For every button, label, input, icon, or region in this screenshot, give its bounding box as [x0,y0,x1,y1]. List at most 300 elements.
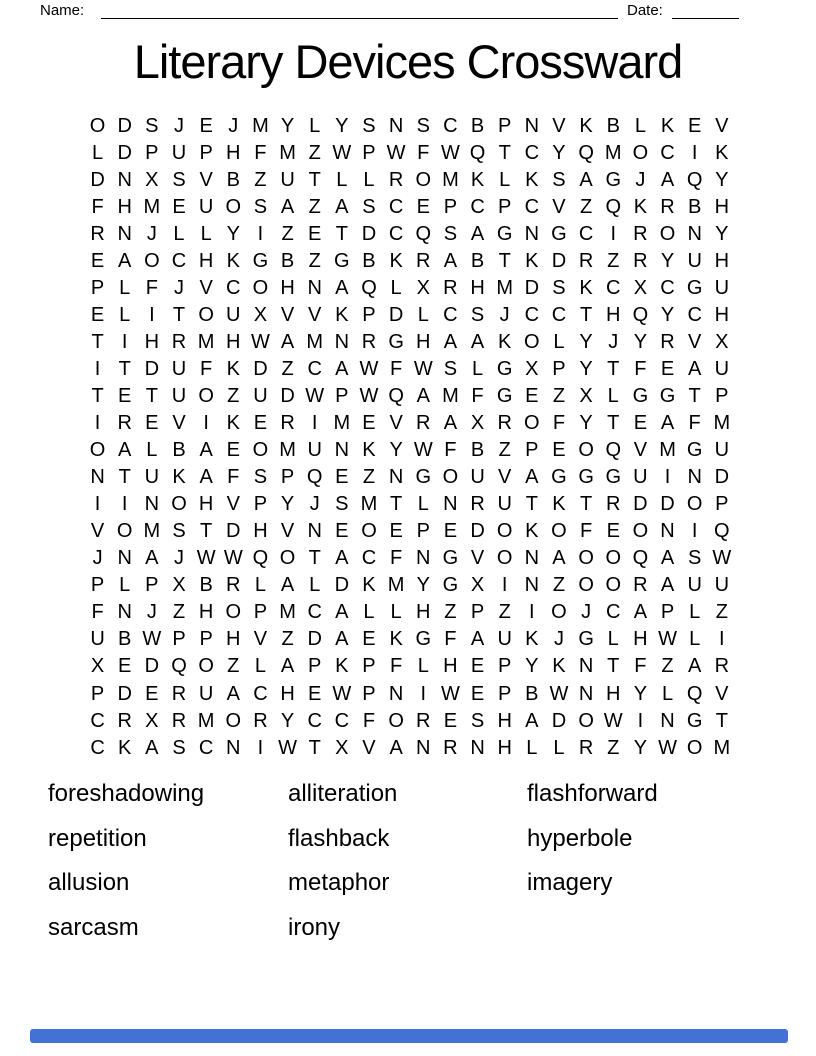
grid-letter: I [529,601,535,624]
grid-letter: C [524,195,540,218]
grid-letter: I [94,357,101,380]
grid-letter: R [253,709,268,732]
grid-letter: H [198,493,214,516]
grid-letter: L [363,601,375,624]
grid-letter: Z [444,601,457,624]
grid-letter: Y [280,114,295,137]
grid-letter: O [524,330,540,353]
grid-letter: Y [579,357,593,380]
grid-letter: A [660,168,675,191]
grid-letter: S [172,168,186,191]
grid-letter: K [579,114,593,137]
grid-letter: V [498,466,512,489]
word-bank-item: metaphor [288,869,390,896]
grid-letter: G [496,222,513,245]
grid-letter: M [496,276,514,299]
grid-letter: O [605,547,622,570]
grid-letter: G [632,384,649,407]
grid-letter: L [471,357,484,380]
grid-letter: D [388,303,404,326]
grid-letter: A [280,195,295,218]
grid-letter: G [442,547,459,570]
grid-letter: O [279,547,296,570]
grid-letter: C [307,601,322,624]
grid-letter: A [199,466,213,489]
footer-accent-bar [30,1029,788,1043]
grid-letter: A [335,547,349,570]
grid-letter: C [578,222,594,245]
grid-letter: R [171,330,187,353]
grid-letter: V [280,520,295,543]
grid-letter: Q [306,466,323,489]
grid-letter: L [363,168,375,191]
grid-letter: I [691,141,698,164]
grid-letter: L [499,168,511,191]
grid-letter: P [470,601,485,624]
grid-letter: K [335,303,349,326]
grid-letter: T [579,493,593,516]
grid-letter: A [470,222,485,245]
grid-letter: A [335,357,349,380]
grid-letter: A [525,709,539,732]
grid-letter: X [335,736,349,759]
grid-letter: W [440,682,460,705]
grid-letter: E [470,682,485,705]
grid-letter: S [172,736,186,759]
grid-letter: L [417,655,429,678]
grid-letter: G [686,709,703,732]
grid-letter: K [660,114,675,137]
grid-letter: D [117,141,132,164]
grid-letter: N [117,222,132,245]
grid-letter: G [551,222,567,245]
grid-letter: C [470,195,485,218]
grid-letter: F [390,547,403,570]
grid-letter: R [633,249,648,272]
grid-letter: P [145,141,159,164]
grid-letter: A [335,628,349,651]
grid-letter: F [200,357,213,380]
grid-letter: O [415,168,432,191]
grid-letter: E [389,520,403,543]
grid-letter: B [226,168,240,191]
grid-letter: Y [579,412,593,435]
grid-letter: O [198,384,214,407]
grid-letter: U [253,384,268,407]
grid-letter: Z [281,628,294,651]
grid-letter: X [470,574,485,597]
grid-letter: G [578,628,594,651]
grid-letter: D [361,222,377,245]
grid-letter: E [145,682,159,705]
grid-letter: H [606,303,621,326]
grid-letter: I [257,736,264,759]
grid-letter: O [551,601,567,624]
grid-letter: E [172,195,186,218]
grid-letter: C [90,709,105,732]
grid-letter: D [226,520,241,543]
grid-letter: X [145,709,159,732]
grid-letter: P [715,384,729,407]
grid-letter: W [413,439,433,462]
grid-letter: A [280,574,295,597]
grid-letter: S [470,303,485,326]
grid-letter: P [498,682,512,705]
grid-letter: A [443,412,458,435]
grid-letter: S [362,195,376,218]
grid-letter: C [443,114,458,137]
grid-letter: H [714,249,730,272]
word-bank-item: allusion [48,869,130,896]
grid-letter: E [470,655,485,678]
grid-letter: D [144,655,160,678]
grid-letter: L [607,628,619,651]
grid-letter: W [196,547,216,570]
grid-letter: K [335,655,349,678]
grid-letter: N [687,222,702,245]
grid-letter: O [578,547,594,570]
grid-letter: L [309,114,321,137]
grid-letter: C [388,222,404,245]
grid-letter: Z [227,655,240,678]
grid-letter: T [335,222,348,245]
grid-letter: A [660,547,675,570]
grid-letter: Y [715,222,729,245]
grid-letter: P [253,601,268,624]
grid-letter: C [687,303,702,326]
grid-letter: Y [579,330,593,353]
grid-letter: M [659,439,676,462]
grid-letter: K [389,628,403,651]
grid-letter: O [578,709,594,732]
grid-letter: G [388,330,404,353]
grid-letter: O [442,466,459,489]
grid-letter: Z [498,601,511,624]
grid-letter: G [605,168,622,191]
grid-letter: L [689,601,701,624]
grid-letter: V [253,628,268,651]
grid-letter: N [524,574,540,597]
grid-letter: J [146,222,157,245]
grid-letter: Y [633,682,648,705]
grid-letter: E [90,303,105,326]
grid-letter: H [497,736,512,759]
grid-letter: Y [660,249,675,272]
grid-letter: J [92,547,103,570]
grid-letter: D [90,168,105,191]
grid-letter: M [197,709,215,732]
grid-letter: A [280,330,295,353]
grid-letter: X [633,276,648,299]
grid-letter: E [335,466,349,489]
grid-letter: C [253,682,268,705]
grid-letter: L [390,276,402,299]
grid-letter: D [253,357,268,380]
grid-letter: K [498,330,512,353]
grid-letter: P [362,655,376,678]
grid-letter: P [443,195,458,218]
grid-letter: D [117,114,132,137]
grid-letter: P [199,628,213,651]
grid-letter: E [362,412,376,435]
grid-letter: W [712,547,732,570]
grid-letter: O [198,303,214,326]
grid-letter: Z [281,222,294,245]
grid-letter: W [658,736,677,759]
grid-letter: U [687,574,702,597]
grid-letter: C [307,709,322,732]
grid-letter: A [633,601,648,624]
grid-letter: F [471,384,484,407]
grid-letter: Y [525,655,539,678]
grid-letter: B [470,249,485,272]
grid-letter: A [443,249,458,272]
grid-letter: I [94,412,101,435]
grid-letter: I [121,330,128,353]
grid-letter: O [252,439,269,462]
grid-letter: H [443,655,458,678]
grid-letter: F [579,520,593,543]
grid-letter: J [499,303,510,326]
grid-letter: Y [552,141,566,164]
grid-letter: Q [469,141,486,164]
word-bank-item: flashback [288,824,390,852]
grid-letter: K [525,168,539,191]
grid-letter: Z [308,249,321,272]
grid-letter: W [250,330,270,353]
grid-letter: F [634,655,647,678]
grid-letter: R [117,709,132,732]
grid-letter: H [198,249,214,272]
grid-letter: W [332,682,352,705]
grid-letter: X [715,330,729,353]
grid-letter: I [610,222,617,245]
grid-letter: A [660,574,675,597]
grid-letter: N [226,736,241,759]
grid-letter: V [633,439,648,462]
grid-letter: S [335,493,349,516]
grid-letter: A [416,384,430,407]
grid-letter: R [416,412,431,435]
grid-letter: A [118,439,132,462]
grid-letter: T [715,709,728,732]
grid-letter: K [226,357,240,380]
grid-letter: C [90,736,105,759]
grid-letter: R [633,222,648,245]
grid-letter: U [226,303,241,326]
grid-letter: Z [498,439,511,462]
grid-letter: N [470,736,485,759]
grid-letter: H [416,330,431,353]
word-bank-item: sarcasm [48,913,139,941]
grid-letter: R [470,493,485,516]
grid-letter: A [335,195,349,218]
grid-letter: T [308,168,321,191]
grid-letter: E [362,628,376,651]
grid-letter: W [278,736,297,759]
grid-letter: P [715,493,729,516]
grid-letter: V [389,412,403,435]
grid-letter: E [118,655,132,678]
grid-letter: L [254,655,266,678]
grid-letter: R [714,655,730,678]
grid-letter: D [633,493,648,516]
grid-letter: A [687,655,702,678]
grid-letter: V [226,493,240,516]
grid-letter: Q [388,384,404,407]
grid-letter: X [416,276,430,299]
grid-letter: A [389,736,403,759]
grid-letter: H [606,682,621,705]
grid-letter: P [335,384,349,407]
grid-letter: I [664,466,671,489]
grid-letter: U [497,628,512,651]
grid-letter: S [416,114,430,137]
grid-letter: A [145,547,159,570]
grid-letter: E [90,249,105,272]
grid-letter: A [118,249,132,272]
grid-letter: K [715,141,729,164]
grid-letter: T [607,357,620,380]
grid-letter: T [688,384,701,407]
grid-letter: L [526,736,538,759]
grid-letter: K [362,439,376,462]
grid-letter: O [116,520,133,543]
grid-letter: J [553,628,564,651]
grid-letter: I [257,222,264,245]
grid-letter: N [307,520,322,543]
grid-letter: A [525,466,539,489]
grid-letter: O [496,547,513,570]
grid-letter: R [443,276,458,299]
grid-letter: N [388,114,404,137]
grid-letter: L [634,114,646,137]
grid-letter: K [118,736,132,759]
grid-letter: X [525,357,539,380]
grid-letter: L [661,682,674,705]
grid-letter: O [361,520,377,543]
grid-letter: G [578,466,594,489]
word-bank-column [288,779,397,957]
grid-letter: P [199,141,213,164]
page-title: Literary Devices Crossward [133,35,683,88]
grid-letter: L [553,330,565,353]
grid-letter: K [552,493,566,516]
grid-letter: N [388,682,404,705]
grid-letter: O [252,276,269,299]
grid-letter: Z [227,384,240,407]
grid-letter: I [719,628,725,651]
grid-letter: R [578,249,594,272]
grid-letter: Q [605,195,622,218]
grid-letter: X [172,574,186,597]
grid-letter: O [686,493,703,516]
grid-letter: T [607,655,620,678]
header-row [0,1,816,21]
grid-letter: J [309,493,320,516]
grid-letter: Q [686,168,703,191]
grid-letter: C [606,601,621,624]
grid-letter: F [444,439,457,462]
grid-letter: B [172,439,186,462]
grid-letter: D [524,276,540,299]
grid-letter: R [280,412,295,435]
grid-letter: E [308,222,322,245]
grid-letter: R [660,330,675,353]
grid-letter: U [90,628,105,651]
grid-letter: K [579,276,593,299]
grid-letter: K [525,628,539,651]
grid-letter: C [226,276,241,299]
grid-letter: V [308,303,322,326]
grid-letter: T [498,249,511,272]
grid-letter: T [91,384,104,407]
grid-letter: I [420,682,427,705]
grid-letter: X [90,655,105,678]
grid-letter: L [119,303,131,326]
grid-letter: F [227,466,240,489]
grid-letter: U [687,249,702,272]
grid-letter: Z [552,574,566,597]
grid-letter: F [91,195,104,218]
word-bank-item: hyperbole [527,824,633,852]
grid-letter: A [145,736,159,759]
grid-letter: O [605,574,622,597]
grid-letter: Z [607,736,620,759]
grid-letter: T [91,330,104,353]
grid-letter: Y [280,493,295,516]
grid-letter: P [362,303,376,326]
grid-letter: M [442,384,459,407]
grid-letter: K [226,249,240,272]
grid-letter: O [524,412,540,435]
grid-letter: G [686,276,703,299]
grid-letter: C [334,709,350,732]
grid-letter: L [336,168,348,191]
grid-letter: A [443,330,458,353]
grid-letter: C [660,141,675,164]
grid-letter: G [415,628,432,651]
grid-letter: B [687,195,702,218]
grid-letter: N [660,709,675,732]
grid-letter: N [416,736,431,759]
grid-letter: X [145,168,159,191]
grid-letter: H [226,330,241,353]
grid-letter: Z [362,466,376,489]
grid-letter: M [333,412,351,435]
grid-letter: R [443,736,458,759]
grid-letter: E [253,412,268,435]
grid-letter: M [442,168,459,191]
grid-letter: W [386,141,406,164]
grid-letter: H [633,628,648,651]
grid-letter: F [552,412,566,435]
grid-letter: A [579,168,593,191]
grid-letter: R [416,709,431,732]
grid-letter: Q [578,141,594,164]
grid-letter: W [440,141,460,164]
grid-letter: Y [715,168,729,191]
grid-letter: S [552,168,566,191]
name-blank-line [101,1,618,19]
grid-letter: N [524,114,540,137]
grid-letter: L [146,439,158,462]
grid-letter: F [390,357,403,380]
grid-letter: L [607,384,619,407]
grid-letter: L [119,574,131,597]
grid-letter: S [443,357,458,380]
grid-letter: H [253,520,268,543]
